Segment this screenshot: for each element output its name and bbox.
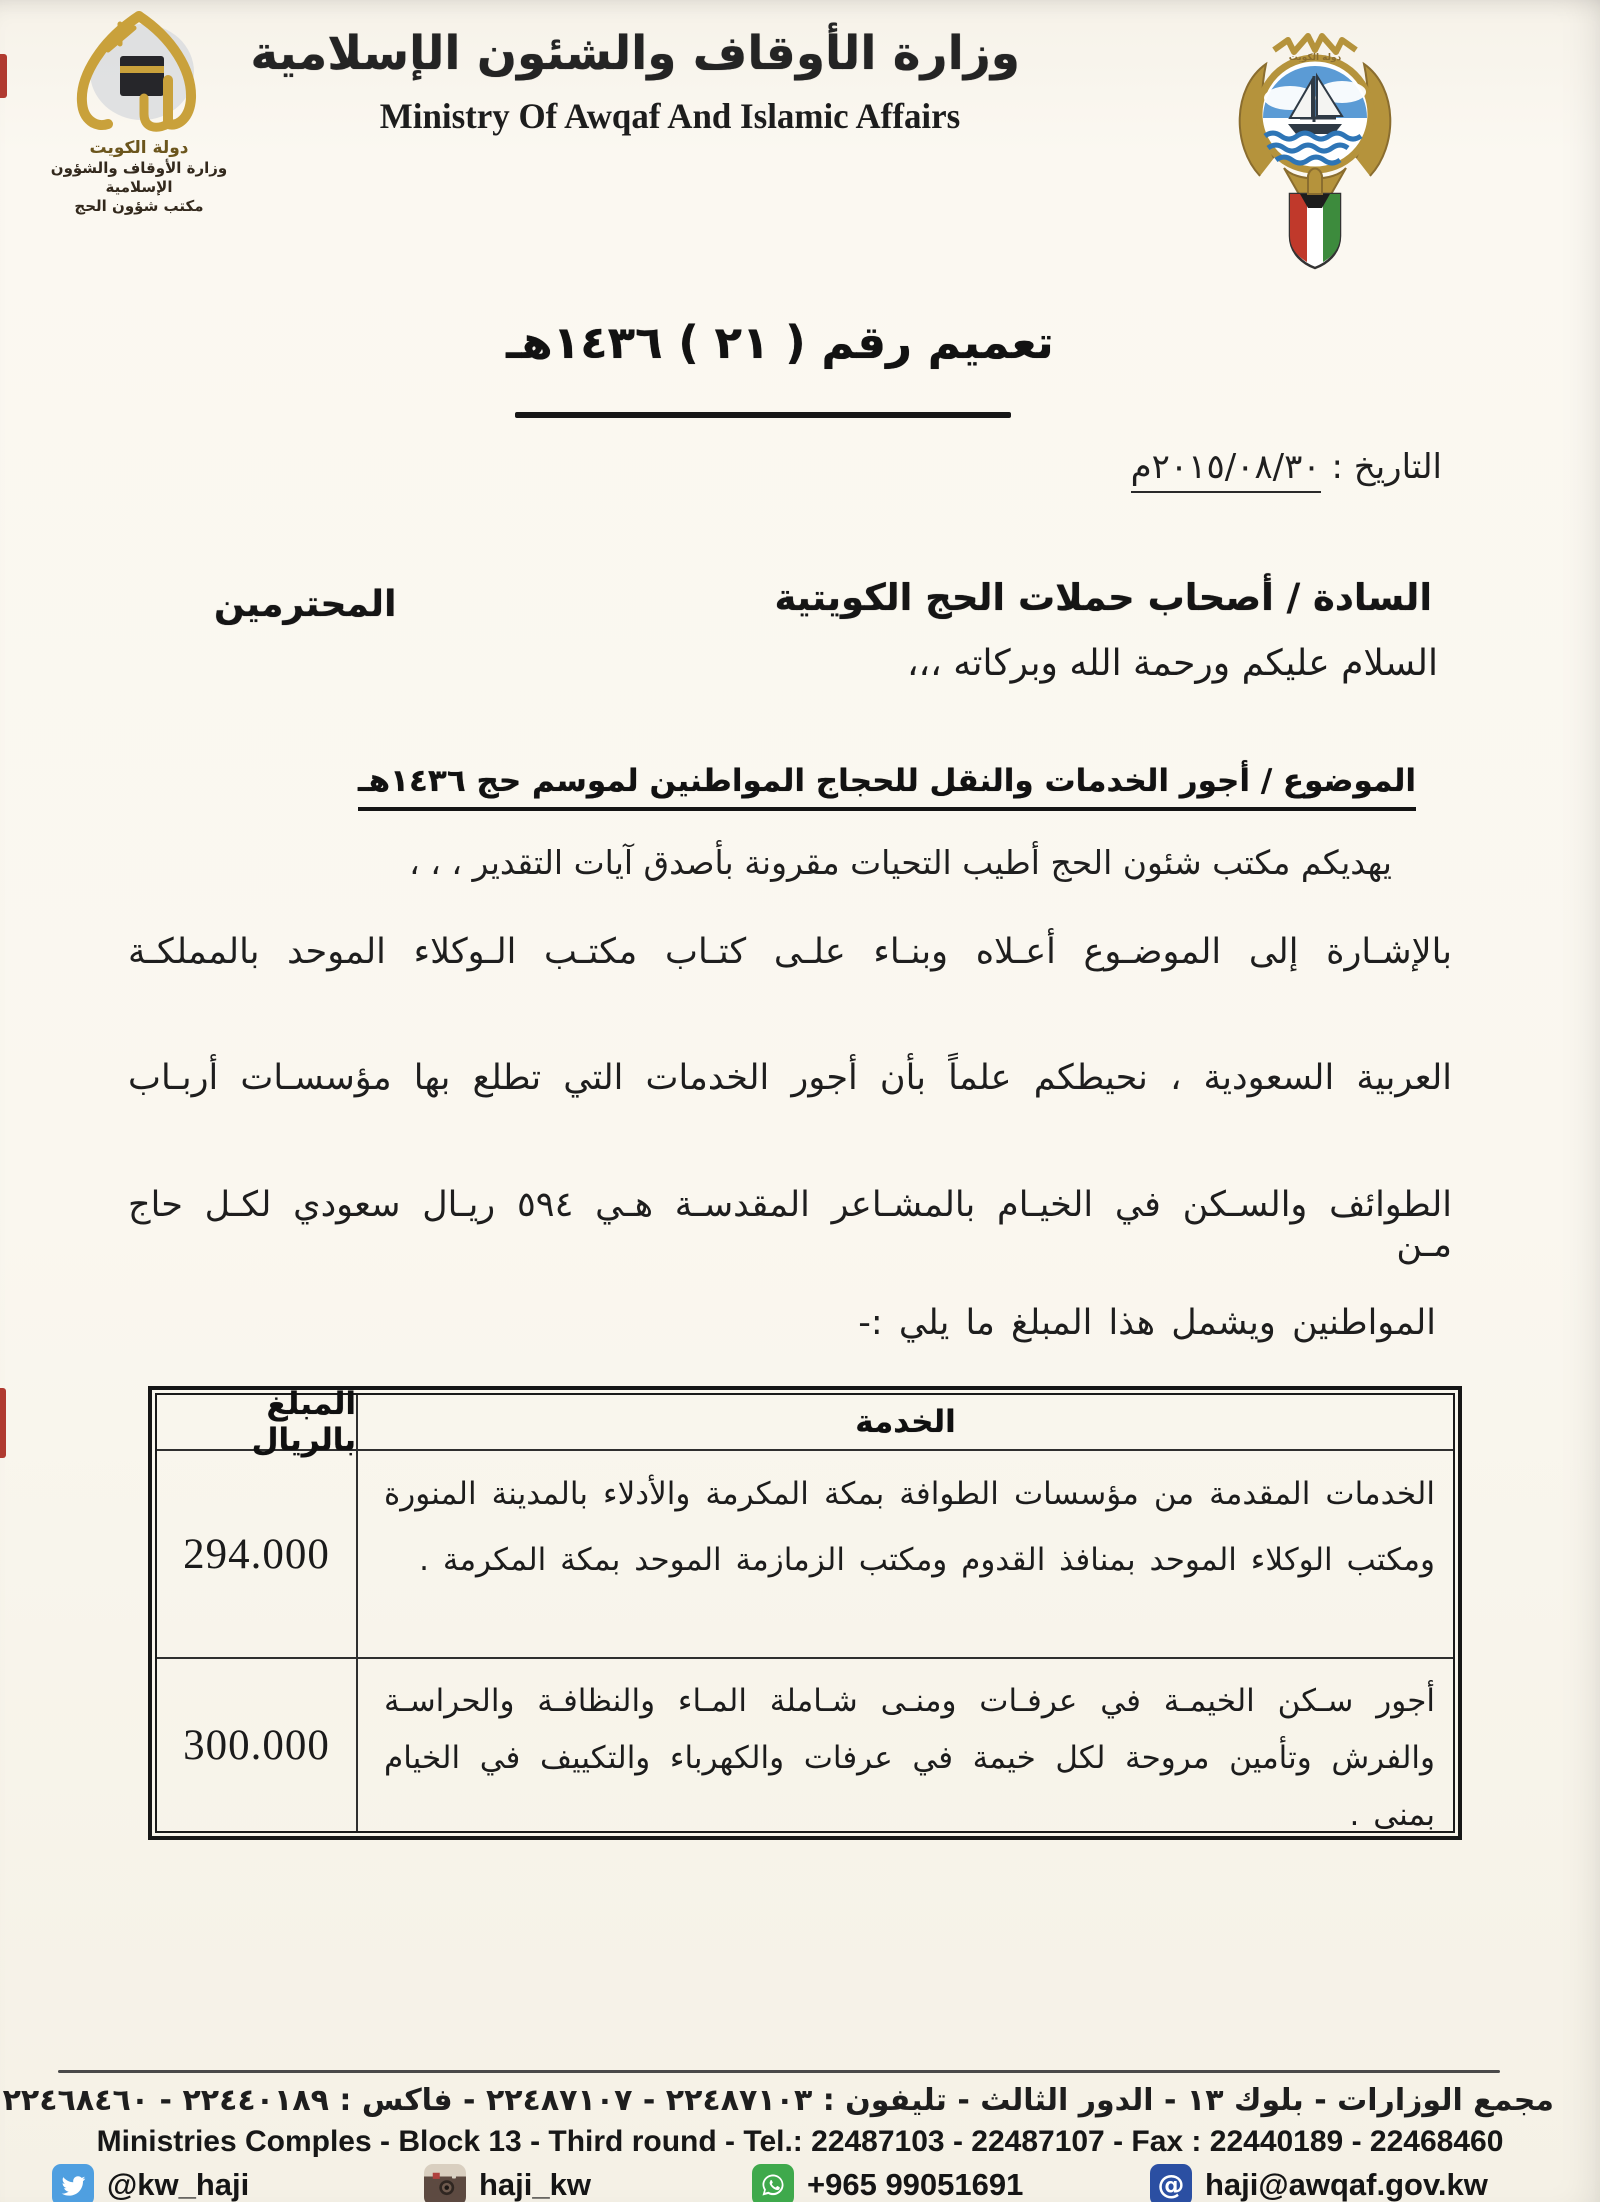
addressee-honorific: المحترمين bbox=[214, 584, 397, 625]
title-underline bbox=[515, 412, 1011, 418]
subject-line: الموضوع / أجور الخدمات والنقل للحجاج المواطنين لموسم حج ١٤٣٦هـ bbox=[358, 763, 1416, 811]
left-logo-caption-ministry: وزارة الأوقاف والشؤون الإسلامية bbox=[50, 159, 228, 196]
instagram-icon bbox=[424, 2164, 466, 2202]
social-twitter bbox=[52, 2162, 249, 2202]
body-salutation: يهديكم مكتب شئون الحج أطيب التحيات مقرونة بأصدق آيات التقدير ، ، ، bbox=[409, 843, 1392, 882]
letterhead-center bbox=[250, 26, 1020, 137]
left-logo-caption-state: دولة الكويت bbox=[89, 138, 189, 158]
kuwait-emblem-icon bbox=[1230, 26, 1400, 276]
emblem-state-label: دولة الكويت bbox=[1288, 53, 1342, 63]
footer-address-arabic: مجمع الوزارات - بلوك ١٣ - الدور الثالث - تليفون : ٢٢٤٨٧١٠٣ - ٢٢٤٨٧١٠٧ - فاكس : ٢٢٤٤٠١٨٩ - ٢٢٤٦٨٤٦٠ bbox=[2, 2083, 1554, 2118]
twitter-icon bbox=[52, 2164, 94, 2202]
date-label: التاريخ : bbox=[1320, 447, 1442, 487]
whatsapp-icon bbox=[752, 2164, 794, 2202]
twitter-handle: @kw_haji bbox=[107, 2167, 250, 2202]
scan-edge-artifact bbox=[0, 1388, 6, 1458]
hajj-office-logo bbox=[26, 10, 252, 215]
footer-divider bbox=[58, 2070, 1500, 2073]
fees-table bbox=[148, 1386, 1462, 1840]
footer-address-english: Ministries Comples - Block 13 - Third round - Tel.: 22487103 - 22487107 - Fax : 22440189 - 22468460 bbox=[96, 2125, 1504, 2158]
body-paragraph-line: الطوائف والسـكن في الخيـام بالمشـاعر المقدسـة هـي ٥٩٤ ريـال سعودي لكـل حاج مـن bbox=[128, 1185, 1452, 1265]
addressee-line: السادة / أصحاب حملات الحج الكويتية bbox=[774, 576, 1432, 619]
kaaba-dome-emblem-icon bbox=[64, 10, 214, 132]
table-row-service: أجور سـكن الخيمـة في عرفـات ومنـى شـاملة المـاء والنظافـة والحراسـة والفرش وتأمين مروحة لكل خيمة في عرفات والكهرباء والتكييف في الخيام بمنى . bbox=[384, 1683, 1435, 1833]
circular-number-title: تعميم رقم ( ٢١ ) ١٤٣٦هـ bbox=[506, 316, 1054, 369]
kuwait-state-emblem bbox=[1230, 26, 1400, 276]
body-paragraph-line: العربية السعودية ، نحيطكم علماً بأن أجور الخدمات التي تطلع بها مؤسسـات أربـاب bbox=[128, 1058, 1452, 1098]
table-header-service: الخدمة bbox=[358, 1395, 1453, 1451]
table-header-amount: المبلغ بالريال bbox=[157, 1395, 358, 1451]
scan-edge-artifact bbox=[0, 54, 7, 98]
ministry-english-title: Ministry Of Awqaf And Islamic Affairs bbox=[379, 96, 961, 136]
social-email bbox=[1150, 2162, 1488, 2202]
body-paragraph-line: المواطنين ويشمل هذا المبلغ ما يلي :- bbox=[858, 1303, 1436, 1343]
whatsapp-number: +965 99051691 bbox=[807, 2167, 1024, 2202]
table-row-amount: 300.000 bbox=[157, 1659, 358, 1831]
table-row-service: الخدمات المقدمة من مؤسسات الطوافة بمكة المكرمة والأدلاء بالمدينة المنورة ومكتب الوكلاء الموحد بمنافذ القدوم ومكتب الزمازمة الموحد بمكة المكرمة . bbox=[358, 1451, 1453, 1659]
salaam-greeting: السلام عليكم ورحمة الله وبركاته ،،، bbox=[906, 643, 1438, 684]
date-line bbox=[1131, 447, 1442, 487]
ministry-calligraphy-title: وزارة الأوقاف والشئون الإسلامية bbox=[250, 26, 1020, 81]
instagram-handle: haji_kw bbox=[479, 2167, 591, 2202]
social-instagram bbox=[424, 2162, 591, 2202]
social-whatsapp bbox=[752, 2162, 1023, 2202]
email-at-icon: @ bbox=[1150, 2164, 1192, 2202]
body-paragraph-line: بالإشـارة إلى الموضـوع أعـلاه وبنـاء علـى كتـاب مكتـب الـوكلاء الموحد بالمملكـة bbox=[128, 932, 1452, 972]
email-address: haji@awqaf.gov.kw bbox=[1205, 2167, 1488, 2202]
date-value: ٢٠١٥/٠٨/٣٠م bbox=[1131, 447, 1321, 493]
left-logo-caption-office: مكتب شؤون الحج bbox=[74, 196, 204, 215]
table-row-amount: 294.000 bbox=[157, 1451, 358, 1659]
